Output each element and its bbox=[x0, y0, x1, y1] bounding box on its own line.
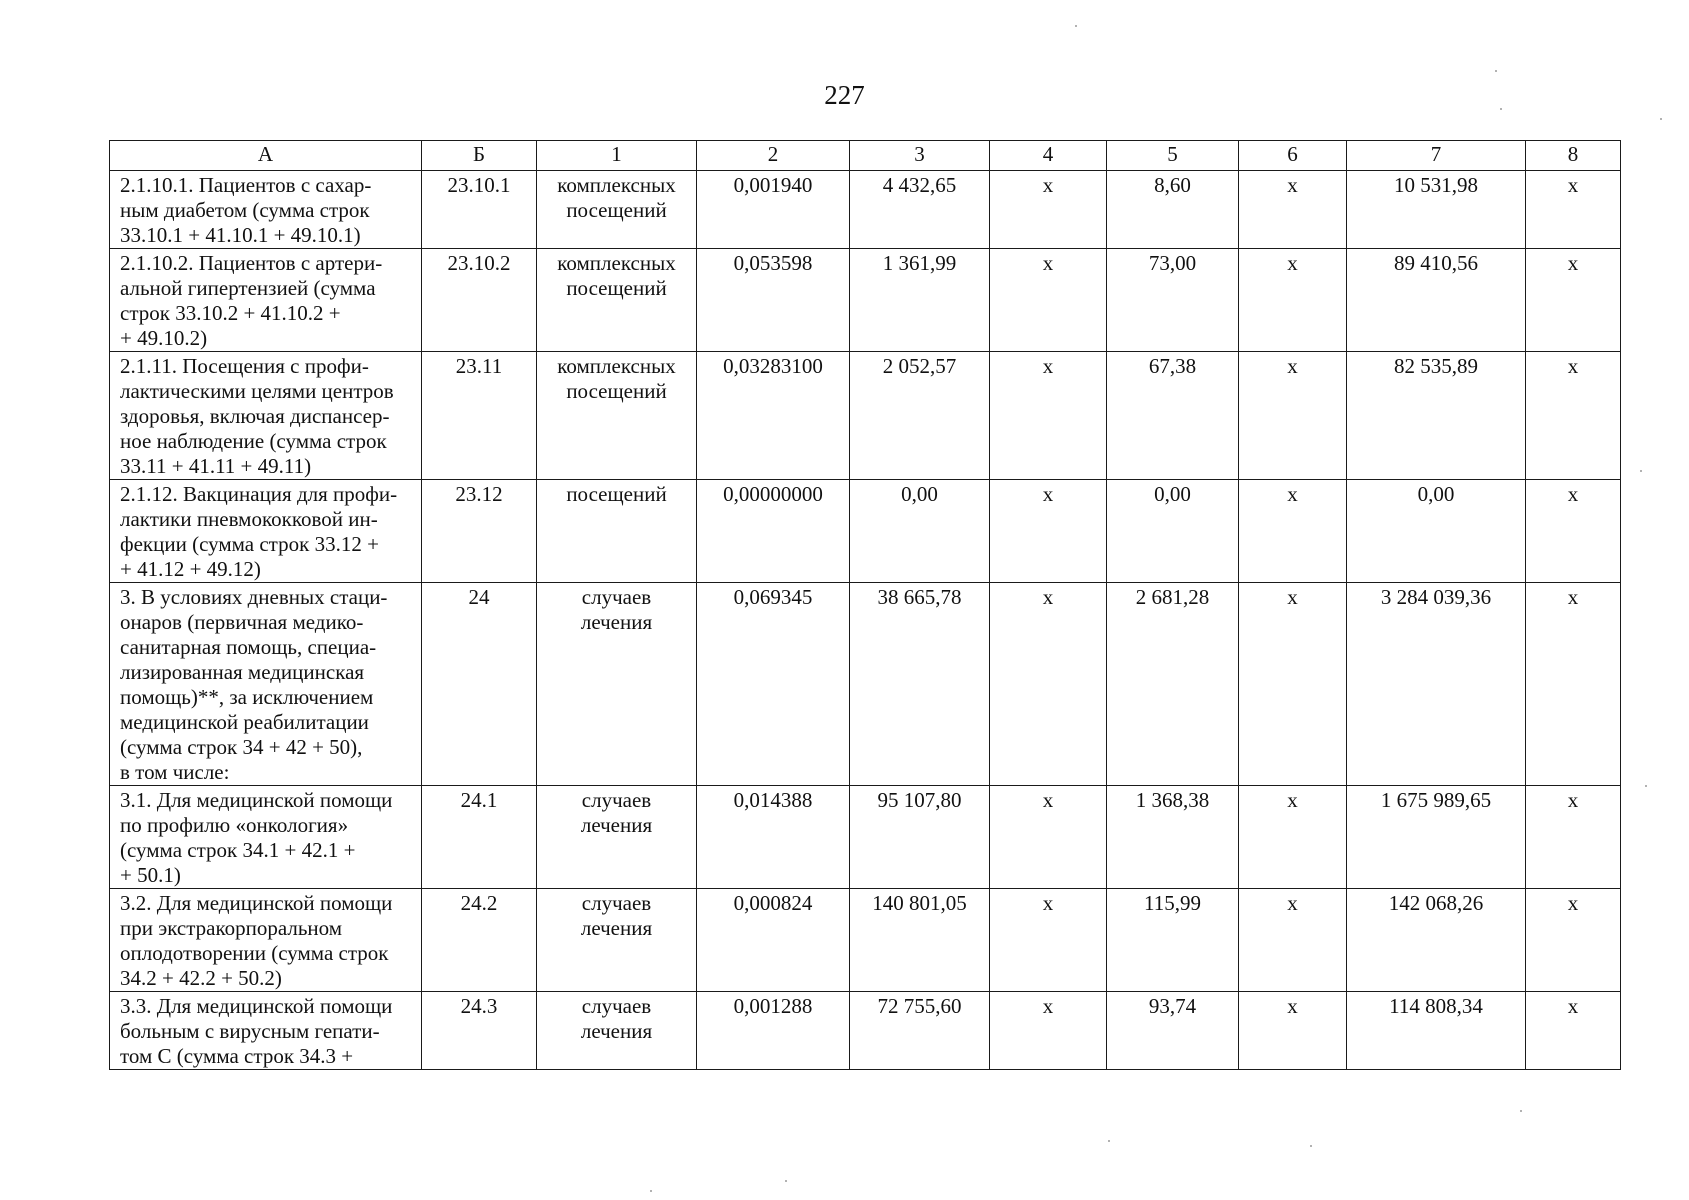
row-name-cell: 2.1.10.1. Пациентов с сахар- ным диабетом (сумма строк 33.10.1 + 41.10.1 + 49.10.1) bbox=[110, 171, 422, 249]
value-cell: х bbox=[1526, 786, 1621, 889]
scan-speck bbox=[785, 1180, 787, 1182]
row-number-cell: 23.10.2 bbox=[422, 249, 537, 352]
value-cell: х bbox=[1526, 171, 1621, 249]
value-cell: 114 808,34 bbox=[1347, 992, 1526, 1070]
table-row bbox=[110, 786, 1621, 889]
value-cell: 95 107,80 bbox=[850, 786, 990, 889]
scan-speck bbox=[650, 1190, 652, 1192]
value-cell: х bbox=[1239, 889, 1347, 992]
value-cell: 0,00 bbox=[1347, 480, 1526, 583]
value-cell: 1 361,99 bbox=[850, 249, 990, 352]
value-cell: х bbox=[1526, 583, 1621, 786]
value-cell: 0,014388 bbox=[697, 786, 850, 889]
row-number-cell: 23.12 bbox=[422, 480, 537, 583]
value-cell: 72 755,60 bbox=[850, 992, 990, 1070]
value-cell: 0,03283100 bbox=[697, 352, 850, 480]
row-number-cell: 24 bbox=[422, 583, 537, 786]
value-cell: х bbox=[1526, 249, 1621, 352]
value-cell: х bbox=[1239, 992, 1347, 1070]
scan-speck bbox=[1500, 108, 1502, 110]
value-cell: 2 052,57 bbox=[850, 352, 990, 480]
scan-speck bbox=[1640, 470, 1642, 472]
value-cell: х bbox=[1239, 786, 1347, 889]
value-cell: 89 410,56 bbox=[1347, 249, 1526, 352]
row-name-cell: 2.1.12. Вакцинация для профи- лактики пневмококковой ин- фекции (сумма строк 33.12 + + 41.12 + 49.12) bbox=[110, 480, 422, 583]
value-cell: 140 801,05 bbox=[850, 889, 990, 992]
row-number-cell: 24.1 bbox=[422, 786, 537, 889]
row-name-cell: 3. В условиях дневных стаци- онаров (первичная медико- санитарная помощь, специа- лизированная медицинская помощь)**, за исключением медицинской реабилитации (сумма строк 34 + 42 + 50), в том числе: bbox=[110, 583, 422, 786]
column-header: 8 bbox=[1526, 141, 1621, 171]
table-row bbox=[110, 583, 1621, 786]
column-header: Б bbox=[422, 141, 537, 171]
table-row bbox=[110, 480, 1621, 583]
scan-speck bbox=[1075, 25, 1077, 27]
value-cell: х bbox=[1239, 352, 1347, 480]
value-cell: х bbox=[990, 786, 1107, 889]
value-cell: 10 531,98 bbox=[1347, 171, 1526, 249]
unit-cell: посещений bbox=[537, 480, 697, 583]
value-cell: х bbox=[990, 171, 1107, 249]
value-cell: 82 535,89 bbox=[1347, 352, 1526, 480]
table-row bbox=[110, 249, 1621, 352]
value-cell: х bbox=[990, 249, 1107, 352]
value-cell: х bbox=[990, 480, 1107, 583]
row-name-cell: 2.1.10.2. Пациентов с артери- альной гипертензией (сумма строк 33.10.2 + 41.10.2 + + 49.10.2) bbox=[110, 249, 422, 352]
scan-speck bbox=[1660, 118, 1662, 120]
value-cell: х bbox=[1526, 480, 1621, 583]
value-cell: х bbox=[990, 992, 1107, 1070]
value-cell: х bbox=[990, 583, 1107, 786]
column-header: 1 bbox=[537, 141, 697, 171]
value-cell: 0,001940 bbox=[697, 171, 850, 249]
table-body bbox=[110, 171, 1621, 1070]
value-cell: х bbox=[1239, 249, 1347, 352]
table-row bbox=[110, 352, 1621, 480]
value-cell: 0,053598 bbox=[697, 249, 850, 352]
column-header: 6 bbox=[1239, 141, 1347, 171]
row-number-cell: 24.2 bbox=[422, 889, 537, 992]
scan-speck bbox=[1645, 785, 1647, 787]
value-cell: 38 665,78 bbox=[850, 583, 990, 786]
value-cell: 115,99 bbox=[1107, 889, 1239, 992]
value-cell: 67,38 bbox=[1107, 352, 1239, 480]
column-header: 4 bbox=[990, 141, 1107, 171]
table-row bbox=[110, 992, 1621, 1070]
column-header: 7 bbox=[1347, 141, 1526, 171]
table-row bbox=[110, 171, 1621, 249]
unit-cell: комплексных посещений bbox=[537, 171, 697, 249]
row-number-cell: 23.10.1 bbox=[422, 171, 537, 249]
column-header: А bbox=[110, 141, 422, 171]
page-number: 227 bbox=[824, 80, 865, 110]
value-cell: х bbox=[1239, 583, 1347, 786]
unit-cell: случаев лечения bbox=[537, 583, 697, 786]
row-number-cell: 23.11 bbox=[422, 352, 537, 480]
scan-speck bbox=[1108, 1140, 1110, 1142]
value-cell: 0,00 bbox=[1107, 480, 1239, 583]
scan-speck bbox=[1520, 1110, 1522, 1112]
value-cell: 8,60 bbox=[1107, 171, 1239, 249]
unit-cell: комплексных посещений bbox=[537, 352, 697, 480]
value-cell: 0,000824 bbox=[697, 889, 850, 992]
value-cell: 142 068,26 bbox=[1347, 889, 1526, 992]
value-cell: 0,069345 bbox=[697, 583, 850, 786]
value-cell: 93,74 bbox=[1107, 992, 1239, 1070]
scan-speck bbox=[1310, 1145, 1312, 1147]
unit-cell: случаев лечения bbox=[537, 889, 697, 992]
value-cell: 0,001288 bbox=[697, 992, 850, 1070]
unit-cell: комплексных посещений bbox=[537, 249, 697, 352]
value-cell: 1 675 989,65 bbox=[1347, 786, 1526, 889]
value-cell: 0,00000000 bbox=[697, 480, 850, 583]
row-name-cell: 3.2. Для медицинской помощи при экстракорпоральном оплодотворении (сумма строк 34.2 + 42.2 + 50.2) bbox=[110, 889, 422, 992]
value-cell: х bbox=[1526, 889, 1621, 992]
unit-cell: случаев лечения bbox=[537, 992, 697, 1070]
table-row bbox=[110, 889, 1621, 992]
value-cell: х bbox=[1526, 992, 1621, 1070]
value-cell: х bbox=[990, 352, 1107, 480]
row-name-cell: 3.1. Для медицинской помощи по профилю «онкология» (сумма строк 34.1 + 42.1 + + 50.1) bbox=[110, 786, 422, 889]
column-header: 2 bbox=[697, 141, 850, 171]
value-cell: 73,00 bbox=[1107, 249, 1239, 352]
data-table bbox=[109, 140, 1621, 1070]
row-number-cell: 24.3 bbox=[422, 992, 537, 1070]
row-name-cell: 2.1.11. Посещения с профи- лактическими целями центров здоровья, включая диспансер- ное наблюдение (сумма строк 33.11 + 41.11 + 49.11) bbox=[110, 352, 422, 480]
value-cell: х bbox=[1526, 352, 1621, 480]
value-cell: х bbox=[1239, 171, 1347, 249]
value-cell: 3 284 039,36 bbox=[1347, 583, 1526, 786]
unit-cell: случаев лечения bbox=[537, 786, 697, 889]
value-cell: х bbox=[1239, 480, 1347, 583]
scan-speck bbox=[1495, 70, 1497, 72]
value-cell: х bbox=[990, 889, 1107, 992]
value-cell: 4 432,65 bbox=[850, 171, 990, 249]
value-cell: 0,00 bbox=[850, 480, 990, 583]
header-row bbox=[110, 141, 1621, 171]
column-header: 5 bbox=[1107, 141, 1239, 171]
column-header: 3 bbox=[850, 141, 990, 171]
value-cell: 2 681,28 bbox=[1107, 583, 1239, 786]
value-cell: 1 368,38 bbox=[1107, 786, 1239, 889]
row-name-cell: 3.3. Для медицинской помощи больным с вирусным гепати- том С (сумма строк 34.3 + bbox=[110, 992, 422, 1070]
